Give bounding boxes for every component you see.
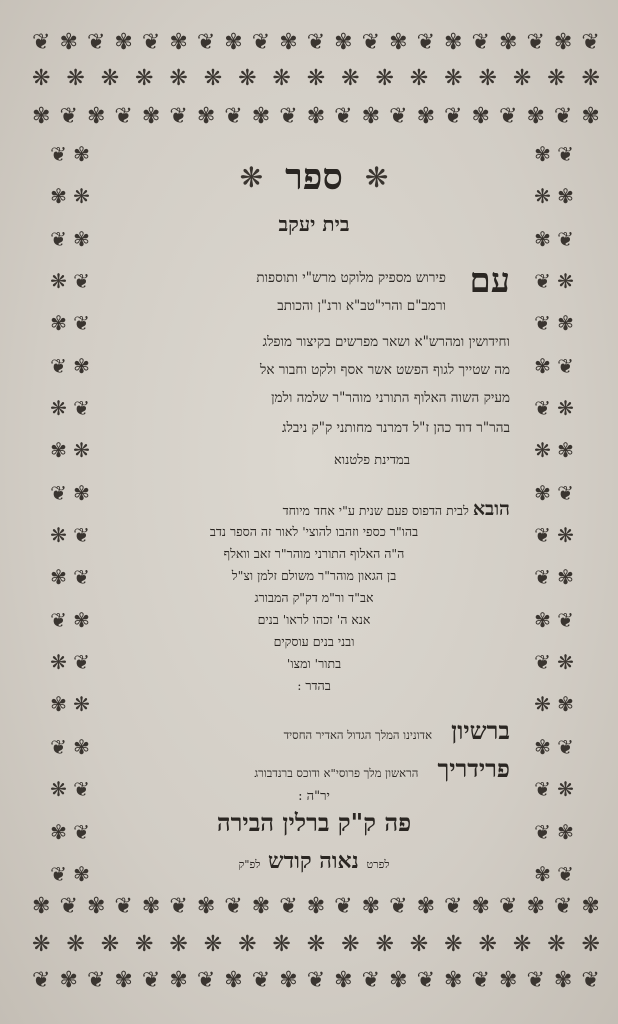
ornament-icon: ❦ ❋ xyxy=(534,269,574,294)
ornament-icon: ✾ ❦ xyxy=(534,480,574,505)
ornament-icon: ✾ ❦ xyxy=(534,607,574,632)
ornament-icon: ❦ xyxy=(279,894,298,919)
hevi-word: הובא xyxy=(472,498,510,520)
ornament-icon: ❦ xyxy=(141,968,161,993)
ornament-icon: ❋ ❦ xyxy=(50,650,90,675)
flower-ornament-icon: ❋ xyxy=(239,160,264,194)
ornament-icon: ❦ xyxy=(224,894,243,919)
pub-line-1-text: לבית הדפוס פעם שנית ע"י אחד מיוחד xyxy=(282,503,469,518)
ornament-icon: ✾ xyxy=(306,894,326,919)
ornament-icon: ✾ xyxy=(361,894,381,919)
ornament-icon: ❦ ❋ xyxy=(534,777,574,802)
ornament-icon: ✾ xyxy=(306,104,326,129)
ornament-icon: ❦ xyxy=(59,894,78,919)
ornament-icon: ✾ ❦ xyxy=(534,734,574,759)
pub-line-5: אב"ד ור"מ דק"ק המבורג xyxy=(254,590,374,605)
book-title: ספר xyxy=(285,156,343,198)
title-text-area xyxy=(118,148,510,888)
ornament-icon: ✾ ❦ xyxy=(50,311,90,336)
ornament-icon: ✾ xyxy=(169,968,188,993)
ornament-icon: ❦ xyxy=(416,968,435,993)
province-line: במדינת פלטנוא xyxy=(333,453,410,468)
desc-line-3: וחידושין ומהרש"א ושאר מפרשים בקיצור מופלג xyxy=(262,334,510,350)
ornament-icon: ❦ ✾ xyxy=(50,607,90,632)
ornament-icon: ❦ xyxy=(416,30,435,55)
ornament-icon: ❦ xyxy=(526,968,545,993)
ornament-icon: ✾ xyxy=(59,30,78,55)
left-ornament-column xyxy=(34,144,106,884)
ornament-icon: ❋ ❦ xyxy=(50,777,90,802)
ornament-icon: ✾ xyxy=(141,104,161,129)
pub-line-6: אנא ה' זכהו לראו' בנים xyxy=(257,612,371,627)
place-line: פה ק"ק ברלין הבירה xyxy=(216,808,412,837)
ornament-icon: ❦ xyxy=(59,104,78,129)
reign-line-1 xyxy=(118,716,510,746)
pub-line-4: בן הגאון מוהר"ר משולם זלמן וצ"ל xyxy=(231,568,397,583)
ornament-icon: ❋ xyxy=(135,932,154,957)
ornament-icon: ✾ xyxy=(444,30,463,55)
ornament-icon: ❦ xyxy=(32,30,51,55)
ornament-icon: ❦ xyxy=(498,894,518,919)
ornament-icon: ✾ xyxy=(59,968,78,993)
ornament-icon: ❦ xyxy=(361,968,381,993)
date-chronogram: נאוה קודש xyxy=(268,848,359,874)
ornament-icon: ✾ xyxy=(444,968,463,993)
ornament-icon: ✾ xyxy=(389,968,408,993)
ornament-icon: ❦ ❋ xyxy=(534,396,574,421)
ornament-icon: ❦ ❋ xyxy=(534,523,574,548)
ornament-icon: ❋ xyxy=(581,932,600,957)
ornament-icon: ❋ ✾ xyxy=(534,438,574,463)
ornament-icon: ✾ xyxy=(389,30,408,55)
date-line xyxy=(118,848,510,874)
ornament-icon: ❦ xyxy=(553,894,573,919)
ornament-icon: ❦ xyxy=(553,104,573,129)
ornament-icon: ✾ ❦ xyxy=(534,226,574,251)
ornament-icon: ❦ ✾ xyxy=(50,144,90,166)
ornament-icon: ❋ xyxy=(100,932,120,957)
ornament-icon: ✾ xyxy=(114,968,133,993)
ornament-icon: ❋ xyxy=(272,932,291,957)
date-prefix: לפרט xyxy=(366,858,390,871)
ornament-icon: ❋ xyxy=(341,66,360,91)
pub-line-2: בהו"ר כספי וזהבו להוצי' לאור זה הספר נדב xyxy=(209,524,419,539)
ornament-icon: ❋ xyxy=(66,932,85,957)
ornament-icon: ✾ ❦ xyxy=(534,861,574,884)
ornament-icon: ❦ xyxy=(306,30,326,55)
ornament-icon: ❦ ✾ xyxy=(50,353,90,378)
ornament-icon: ❋ xyxy=(169,932,188,957)
ornament-icon: ✾ xyxy=(361,104,381,129)
ornament-icon: ✾ ❋ xyxy=(50,184,90,209)
ornament-icon: ✾ xyxy=(251,894,271,919)
right-ornament-column xyxy=(518,144,590,884)
ornament-icon: ❦ xyxy=(86,968,106,993)
ornament-icon: ❦ xyxy=(114,894,133,919)
ornament-icon: ❋ xyxy=(444,932,463,957)
pub-line-3: ה"ה האלוף התורני מוהר"ר זאב וואלף xyxy=(223,546,405,561)
ornament-icon: ❋ xyxy=(375,932,394,957)
desc-line-2: ורמב"ם והרי"טב"א ורנ"ן והכותב xyxy=(277,298,446,314)
ornament-icon: ❦ ✾ xyxy=(534,565,574,590)
ornament-icon: ❋ xyxy=(169,66,188,91)
ornament-icon: ❋ xyxy=(478,932,497,957)
flower-ornament-icon: ❋ xyxy=(364,160,389,194)
ornament-icon: ✾ xyxy=(526,104,545,129)
ornament-icon: ❦ xyxy=(224,104,243,129)
pub-line-7: ובני בנים עוסקים xyxy=(273,634,355,649)
ornament-icon: ❦ ❋ xyxy=(534,650,574,675)
ornament-icon: ❋ xyxy=(581,66,600,91)
ornament-icon: ✾ xyxy=(526,894,545,919)
ornament-icon: ❦ xyxy=(389,104,408,129)
ornament-icon: ✾ xyxy=(86,104,106,129)
ornament-icon: ✾ xyxy=(416,104,435,129)
ornament-icon: ❋ xyxy=(478,66,497,91)
ornament-icon: ❋ xyxy=(238,932,257,957)
desc-line-4: מה שטייך לגוף הפשט אשר אסף ולקט וחבור אל xyxy=(260,362,510,378)
ornament-icon: ❋ xyxy=(203,932,223,957)
ornament-icon: ❦ ✾ xyxy=(50,480,90,505)
ornament-icon: ✾ xyxy=(498,968,518,993)
ornament-icon: ✾ ❦ xyxy=(50,819,90,844)
ornament-icon: ❋ xyxy=(375,66,394,91)
ornament-icon: ✾ xyxy=(32,104,51,129)
ornament-icon: ❋ xyxy=(238,66,257,91)
bottom-ornament-row-2 xyxy=(32,930,600,960)
ornament-icon: ✾ xyxy=(498,30,518,55)
king-name: פרידריך xyxy=(437,754,510,783)
ornament-icon: ❦ xyxy=(361,30,381,55)
ornament-icon: ❋ ❦ xyxy=(50,396,90,421)
ornament-icon: ❦ xyxy=(114,104,133,129)
ornament-icon: ✾ xyxy=(32,894,51,919)
ornament-icon: ✾ xyxy=(86,894,106,919)
ornament-icon: ❦ xyxy=(306,968,326,993)
ornament-icon: ✾ xyxy=(224,30,243,55)
desc-line-1: פירוש מספיק מלוקט מרש"י ותוספות xyxy=(256,270,446,286)
ornament-icon: ❦ xyxy=(334,894,353,919)
ornament-icon: ❋ xyxy=(306,66,326,91)
ornament-icon: ✾ ❋ xyxy=(50,692,90,717)
ornament-icon: ✾ xyxy=(553,968,573,993)
ornament-icon: ❋ xyxy=(341,932,360,957)
book-subtitle: בית יעקב xyxy=(278,212,350,236)
ornament-icon: ✾ xyxy=(581,104,600,129)
bottom-ornament-row-1 xyxy=(32,892,600,922)
ornament-icon: ❋ ✾ xyxy=(534,692,574,717)
top-ornament-row-1 xyxy=(32,28,600,58)
ornament-icon: ❦ xyxy=(444,894,463,919)
ornament-icon: ❦ xyxy=(279,104,298,129)
permission-word: ברשיון xyxy=(451,716,510,745)
ornament-icon: ✾ xyxy=(279,968,298,993)
ornament-icon: ❋ xyxy=(512,932,532,957)
ornament-icon: ❦ xyxy=(581,30,600,55)
ornament-icon: ❦ ✾ xyxy=(534,819,574,844)
ornament-icon: ✾ ❦ xyxy=(50,565,90,590)
ornament-icon: ❦ xyxy=(86,30,106,55)
ornament-icon: ✾ ❦ xyxy=(534,144,574,166)
ornament-icon: ❋ xyxy=(135,66,154,91)
blessing-line: יר"ה : xyxy=(298,789,330,804)
ornament-icon: ❋ xyxy=(32,932,51,957)
reign-text-2: הראשון מלך פרוסי"א ודוכס ברנדבורג xyxy=(254,766,419,780)
ornament-icon: ❋ xyxy=(100,66,120,91)
ornament-icon: ❦ ✾ xyxy=(50,734,90,759)
ornament-icon: ✾ xyxy=(251,104,271,129)
ornament-icon: ❦ xyxy=(471,968,490,993)
ornament-icon: ❦ xyxy=(251,968,271,993)
ornament-icon: ❦ xyxy=(334,104,353,129)
ornament-icon: ❋ xyxy=(272,66,291,91)
ornament-icon: ✾ xyxy=(471,894,490,919)
ornament-icon: ❋ xyxy=(547,66,566,91)
title-line xyxy=(118,156,510,198)
desc-line-6: בהר"ר דוד כהן ז"ל דמרנר מחותני ק"ק ניבלג xyxy=(282,420,510,436)
top-ornament-row-2 xyxy=(32,64,600,94)
bottom-ornament-row-3 xyxy=(32,966,600,996)
ornament-icon: ✾ xyxy=(416,894,435,919)
ornament-icon: ✾ xyxy=(471,104,490,129)
date-suffix: לפ"ק xyxy=(238,858,261,871)
ornament-icon: ❦ xyxy=(389,894,408,919)
desc-line-5: מעיק השוה האלוף התורני מוהר"ר שלמה ולמן xyxy=(271,390,510,406)
ornament-icon: ❋ xyxy=(32,66,51,91)
ornament-icon: ❦ xyxy=(32,968,51,993)
ornament-icon: ❋ xyxy=(409,932,429,957)
ornament-icon: ❦ ✾ xyxy=(534,311,574,336)
ornament-icon: ❋ xyxy=(444,66,463,91)
pub-line-1 xyxy=(118,498,510,521)
ornament-icon: ✾ xyxy=(334,968,353,993)
ornament-icon: ✾ ❋ xyxy=(50,438,90,463)
ornament-icon: ❦ xyxy=(526,30,545,55)
ornament-icon: ✾ xyxy=(196,894,216,919)
ornament-icon: ❦ xyxy=(581,968,600,993)
ornament-icon: ❦ xyxy=(169,104,188,129)
ornament-icon: ❦ xyxy=(141,30,161,55)
ornament-icon: ✾ xyxy=(196,104,216,129)
im-word: עם xyxy=(469,261,510,301)
ornament-icon: ✾ xyxy=(114,30,133,55)
ornament-icon: ❋ ✾ xyxy=(534,184,574,209)
ornament-icon: ✾ xyxy=(279,30,298,55)
ornament-icon: ❋ xyxy=(512,66,532,91)
ornament-icon: ❦ ✾ xyxy=(50,226,90,251)
ornament-icon: ❋ xyxy=(66,66,85,91)
ornament-icon: ❦ ✾ xyxy=(50,861,90,884)
ornament-icon: ❦ xyxy=(498,104,518,129)
ornament-icon: ✾ xyxy=(553,30,573,55)
ornament-icon: ❋ xyxy=(203,66,223,91)
ornament-icon: ✾ xyxy=(581,894,600,919)
ornament-icon: ✾ xyxy=(141,894,161,919)
ornament-icon: ❋ xyxy=(409,66,429,91)
ornament-icon: ✾ ❦ xyxy=(534,353,574,378)
ornament-icon: ❦ xyxy=(471,30,490,55)
top-ornament-row-3 xyxy=(32,102,600,132)
ornament-icon: ❦ xyxy=(169,894,188,919)
ornament-icon: ❦ xyxy=(444,104,463,129)
ornament-icon: ✾ xyxy=(169,30,188,55)
pub-line-8: בתור' ומצו' xyxy=(286,656,342,671)
ornament-icon: ❋ ❦ xyxy=(50,523,90,548)
reign-line-2 xyxy=(118,754,510,784)
ornament-icon: ❋ xyxy=(306,932,326,957)
ornament-icon: ❋ ❦ xyxy=(50,269,90,294)
ornament-icon: ✾ xyxy=(224,968,243,993)
reign-text-1: אדונינו המלך הגדול האדיר החסיד xyxy=(283,728,432,742)
pub-line-9: בהדר : xyxy=(297,678,331,693)
ornament-icon: ❋ xyxy=(547,932,566,957)
ornament-icon: ❦ xyxy=(251,30,271,55)
ornament-icon: ✾ xyxy=(334,30,353,55)
ornament-icon: ❦ xyxy=(196,968,216,993)
ornament-icon: ❦ xyxy=(196,30,216,55)
